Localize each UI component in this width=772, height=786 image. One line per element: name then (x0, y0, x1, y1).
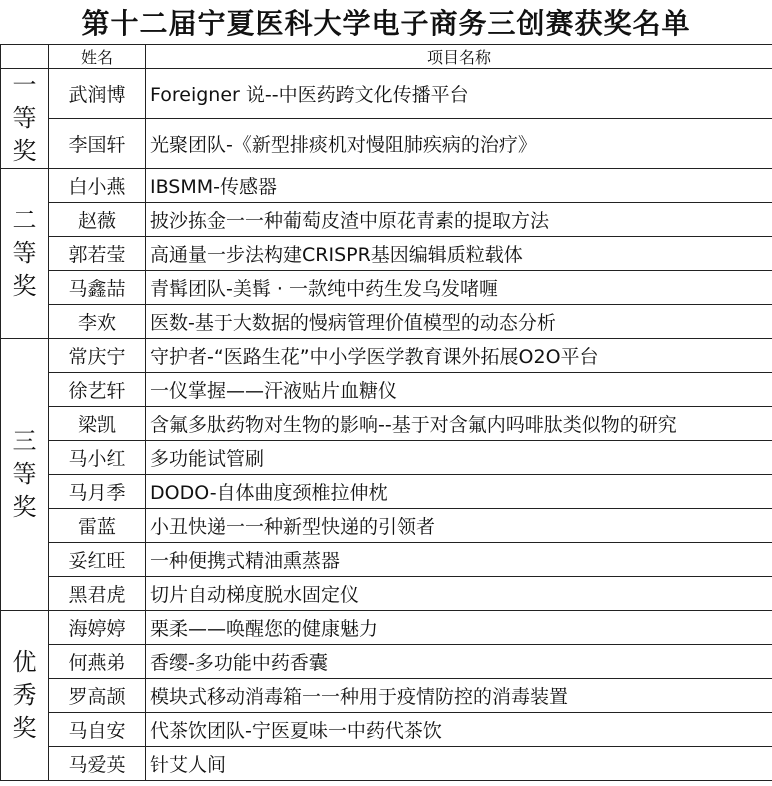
header-award (1, 45, 49, 69)
table-row (1, 203, 772, 237)
award-level-char: 等 (12, 104, 37, 132)
project-name-cell: 含氟多肽药物对生物的影响--基于对含氟内吗啡肽类似物的研究 (146, 407, 772, 441)
award-level-char: 奖 (12, 493, 37, 521)
table-row (1, 713, 772, 747)
award-level-cell (1, 611, 49, 781)
table-row (1, 475, 772, 509)
winner-name-cell: 白小燕 (49, 169, 146, 203)
table-row (1, 169, 772, 203)
winner-name-cell: 马小红 (49, 441, 146, 475)
table-row (1, 69, 772, 119)
winner-name-cell: 李国轩 (49, 119, 146, 169)
award-level-char: 秀 (12, 681, 37, 709)
project-name-cell: 披沙拣金一一种葡萄皮渣中原花青素的提取方法 (146, 203, 772, 237)
table-row (1, 373, 772, 407)
winner-name-cell: 雷蓝 (49, 509, 146, 543)
award-level-char: 一 (12, 71, 37, 99)
table-row (1, 119, 772, 169)
project-name-cell: 光聚团队-《新型排痰机对慢阻肺疾病的治疗》 (146, 119, 772, 169)
winner-name-cell: 罗高颉 (49, 679, 146, 713)
winner-name-cell: 海婷婷 (49, 611, 146, 645)
award-level-char: 优 (12, 648, 37, 676)
award-level-char: 三 (12, 427, 37, 455)
award-level-cell (1, 339, 49, 611)
table-row (1, 645, 772, 679)
project-name-cell: 守护者-“医路生花”中小学医学教育课外拓展O2O平台 (146, 339, 772, 373)
project-name-cell: 针艾人间 (146, 747, 772, 781)
table-row (1, 543, 772, 577)
winner-name-cell: 黑君虎 (49, 577, 146, 611)
document-title: 第十二届宁夏医科大学电子商务三创赛获奖名单 (81, 7, 691, 40)
table-row (1, 441, 772, 475)
winner-name-cell: 梁凯 (49, 407, 146, 441)
table-row (1, 747, 772, 781)
table-row (1, 237, 772, 271)
project-name-cell: 栗柔——唤醒您的健康魅力 (146, 611, 772, 645)
project-name-cell: Foreigner 说--中医药跨文化传播平台 (146, 69, 772, 119)
winner-name-cell: 徐艺轩 (49, 373, 146, 407)
winner-name-cell: 何燕弟 (49, 645, 146, 679)
winner-name-cell: 李欢 (49, 305, 146, 339)
table-row (1, 679, 772, 713)
award-level-cell (1, 169, 49, 339)
award-level-char: 奖 (12, 272, 37, 300)
winner-name-cell: 妥红旺 (49, 543, 146, 577)
winner-name-cell: 马鑫喆 (49, 271, 146, 305)
winner-name-cell: 马爱英 (49, 747, 146, 781)
award-level-char: 奖 (12, 714, 37, 742)
project-name-cell: 医数-基于大数据的慢病管理价值模型的动态分析 (146, 305, 772, 339)
award-level-char: 二 (12, 206, 37, 234)
table-row (1, 577, 772, 611)
project-name-cell: 青髯团队-美髯 · 一款纯中药生发乌发啫喱 (146, 271, 772, 305)
winner-name-cell: 马月季 (49, 475, 146, 509)
project-name-cell: 一仪掌握——汗液贴片血糖仪 (146, 373, 772, 407)
winner-name-cell: 马自安 (49, 713, 146, 747)
award-level-char: 奖 (12, 137, 37, 165)
header-project: 项目名称 (146, 45, 772, 69)
table-header-row (1, 45, 772, 69)
award-table (0, 44, 772, 781)
table-row (1, 271, 772, 305)
table-row (1, 407, 772, 441)
table-row (1, 611, 772, 645)
table-row (1, 305, 772, 339)
table-row (1, 509, 772, 543)
project-name-cell: 高通量一步法构建CRISPR基因编辑质粒载体 (146, 237, 772, 271)
project-name-cell: 香缨-多功能中药香囊 (146, 645, 772, 679)
award-level-char: 等 (12, 460, 37, 488)
project-name-cell: DODO-自体曲度颈椎拉伸枕 (146, 475, 772, 509)
project-name-cell: IBSMM-传感器 (146, 169, 772, 203)
project-name-cell: 代茶饮团队-宁医夏味一中药代茶饮 (146, 713, 772, 747)
project-name-cell: 一种便携式精油熏蒸器 (146, 543, 772, 577)
table-row (1, 339, 772, 373)
header-name: 姓名 (49, 45, 146, 69)
winner-name-cell: 郭若莹 (49, 237, 146, 271)
winner-name-cell: 赵薇 (49, 203, 146, 237)
winner-name-cell: 常庆宁 (49, 339, 146, 373)
project-name-cell: 小丑快递一一种新型快递的引领者 (146, 509, 772, 543)
project-name-cell: 切片自动梯度脱水固定仪 (146, 577, 772, 611)
project-name-cell: 多功能试管刷 (146, 441, 772, 475)
award-level-char: 等 (12, 239, 37, 267)
award-level-cell (1, 69, 49, 169)
project-name-cell: 模块式移动消毒箱一一种用于疫情防控的消毒装置 (146, 679, 772, 713)
winner-name-cell: 武润博 (49, 69, 146, 119)
